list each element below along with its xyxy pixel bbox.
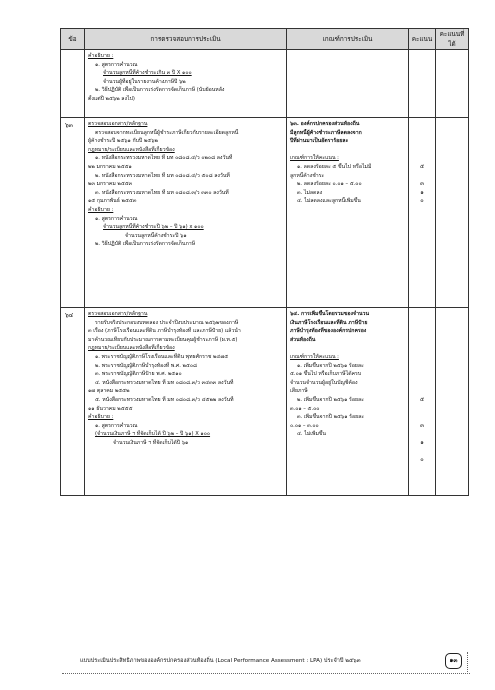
- row64-scores: [409, 308, 436, 496]
- score-value: ๕: [419, 163, 425, 170]
- header-got: คะแนนที่ได้: [436, 29, 469, 50]
- row63-criteria: ๖๓. องค์กรปกครองส่วนท้องถิ่น มีลูกหนี้ผู้ค้างชำระภาษีลดลงจาก ปีที่ผ่านมาเป็นอัตราร้อยละ เกณฑ์การให้คะแนน : ๑. ลดลงร้อยละ ๕ ขึ้นไป หรือไม่มี ลูกหนี้ค้างชำระ ๒. ลดลงร้อยละ ๐.๐๑ – ๕.๐๐ ๓. ไม่ลดลง ๔. ไม่ลดลงและลูกหนี้เพิ่มขึ้น: [287, 118, 409, 308]
- row63-scores: [409, 118, 436, 308]
- row-number: ๖๓: [61, 118, 85, 308]
- footer-title: แบบประเมินประสิทธิภาพขององค์กรปกครองส่วนท้องถิ่น (Local Performance Assessment : LPA) ประจำปี ๒๕๖๓: [80, 658, 361, 664]
- score-value: ๓: [420, 422, 424, 429]
- score-value: ๐: [420, 198, 424, 205]
- table-row: [61, 50, 469, 118]
- row63-item: ตรวจสอบเอกสาร/หลักฐาน ตรวจสอบจากทะเบียนลูกหนี้ผู้ชำระภาษีเกี่ยวกับรายละเอียดลูกหนี้ ผู้ค้างชำระปี ๒๕๖๑ กับปี ๒๕๖๒ กฎหมาย/ระเบียบและหนังสือที่เกี่ยวข้อง ๑. หนังสือกระทรวงมหาดไทย ที่ มท ๐๘๐๘.๔/ว ๐๒๐๘ ลงวันที่ ๒๒ มกราคม ๒๕๕๑ ๒. หนังสือกระทรวงมหาดไทย ที่ มท ๐๘๐๘.๔/ว ๕๐๘ ลงวันที่ ๒๓ มกราคม ๒๕๕๓ ๓. หนังสือกระทรวงมหาดไทย ที่ มท ๐๘๐๘.๓/ว ๓๓๐ ลงวันที่ ๑๕ กุมภาพันธ์ ๒๕๕๓ คำอธิบาย : ๑. สูตรการคำนวณ จำนวนลูกหนี้ที่ค้างชำระปี ๖๒ – ปี ๖๑) x ๑๐๐ จำนวนลูกหนี้ค้างชำระปี ๖๑ ๒. วิธีปฏิบัติ เพื่อเป็นการเร่งรัดการจัดเก็บภาษี: [85, 118, 287, 308]
- formula-numerator: จำนวนลูกหนี้ที่ค้างชำระเกิน ๓ ปี X ๑๐๐: [103, 70, 192, 77]
- score-value: ๑: [420, 189, 424, 196]
- row0-item: คำอธิบาย : ๑. สูตรการคำนวณ จำนวนลูกหนี้ที่ค้างชำระเกิน ๓ ปี X ๑๐๐ จำนวนผู้ที่อยู่ในรายงานค้างภาษีปี ๖๒ ๒. วิธีปฏิบัติ เพื่อเป็นการเร่งรัดการจัดเก็บภาษี (นับย้อนหลัง ตั้งแต่ปี ๒๕๖๒ ลงไป): [85, 50, 287, 118]
- score-value: ๐: [420, 457, 424, 464]
- row-number: ๖๔: [61, 308, 85, 496]
- assessment-table: [60, 28, 469, 496]
- score-value: ๓: [420, 181, 424, 188]
- score-value: ๕: [419, 396, 425, 403]
- row64-criteria: ๖๔. การเพิ่มขึ้นโดยรวมของจำนวน เงินภาษีโรงเรือนและที่ดิน ภาษีป้าย ภาษีบำรุงท้องที่ขององค์กรปกครอง ส่วนท้องถิ่น เกณฑ์การให้คะแนน : ๑. เพิ่มขึ้นจากปี ๒๕๖๑ ร้อยละ ๕.๐๑ ขึ้นไป หรือเก็บภาษีได้ครบ จำนวนจำนวนผู้อยู่ในบัญชีค้อง เสียภาษี ๒. เพิ่มขึ้นจากปี ๒๕๖๑ ร้อยละ ๓.๐๑ – ๕.๐๐ ๓. เพิ่มขึ้นจากปี ๒๕๖๑ ร้อยละ ๐.๐๑ – ๓.๐๐ ๔. ไม่เพิ่มขึ้น: [287, 308, 409, 496]
- table-row: [61, 118, 469, 308]
- assessment-page: [60, 28, 468, 496]
- header-no: ข้อ: [61, 29, 85, 50]
- page-footer: [62, 652, 470, 672]
- header-score: คะแนน: [409, 29, 436, 50]
- header-criteria: เกณฑ์การประเมิน: [287, 29, 409, 50]
- footer-divider: [62, 673, 470, 674]
- page-number: ๑๓: [445, 653, 462, 669]
- footer-vertical-divider: [467, 652, 468, 674]
- row64-item: ตรวจสอบเอกสาร/หลักฐาน รายรับจริงประกอบงบทดลอง ประจำปีงบประมาณ ๒๕๖๒ของภาษี ๓ เรื่อง (ภาษีโรงเรือนและที่ดิน ภาษีบำรุงท้องที่ และภาษีป้าย) แล้วนำ มาคำนวณเทียบกับประมาณการตามทะเบียนคุมผู้ชำระภาษี (ผ.ท.๕) กฎหมาย/ระเบียบและหนังสือที่เกี่ยวข้อง ๑. พระราชบัญญัติภาษีโรงเรือนและที่ดิน พุทธศักราช ๒๔๗๕ ๒. พระราชบัญญัติภาษีบำรุงท้องที่ พ.ศ. ๒๕๐๘ ๓. พระราชบัญญัติภาษีป้าย พ.ศ. ๒๕๑๐ ๔. หนังสือกระทรวงมหาดไทย ที่ มท ๐๘๐๘.๓/ว ๓๔๓๓ ลงวันที่ ๑๗ ตุลาคม ๒๕๕๒ ๕. หนังสือกระทรวงมหาดไทย ที่ มท ๐๘๐๘.๓/ว ๔๕๒๒ ลงวันที่ ๑๑ ธันวาคม ๒๕๕๕ คำอธิบาย : ๑. สูตรการคำนวณ (จำนวนเงินภาษี ฯ ที่จัดเก็บได้ ปี ๖๒ – ปี ๖๑) X ๑๐๐ จำนวนเงินภาษี ฯ ที่จัดเก็บได้ปี ๖๑: [85, 308, 287, 496]
- description-label: คำอธิบาย :: [88, 53, 114, 59]
- formula-denominator: จำนวนผู้ที่อยู่ในรายงานค้างภาษีปี ๖๒: [103, 78, 186, 85]
- header-item: การตรวจสอบการประเมิน: [85, 29, 287, 50]
- score-value: ๑: [420, 439, 424, 446]
- table-header: [61, 29, 469, 50]
- table-row: [61, 308, 469, 496]
